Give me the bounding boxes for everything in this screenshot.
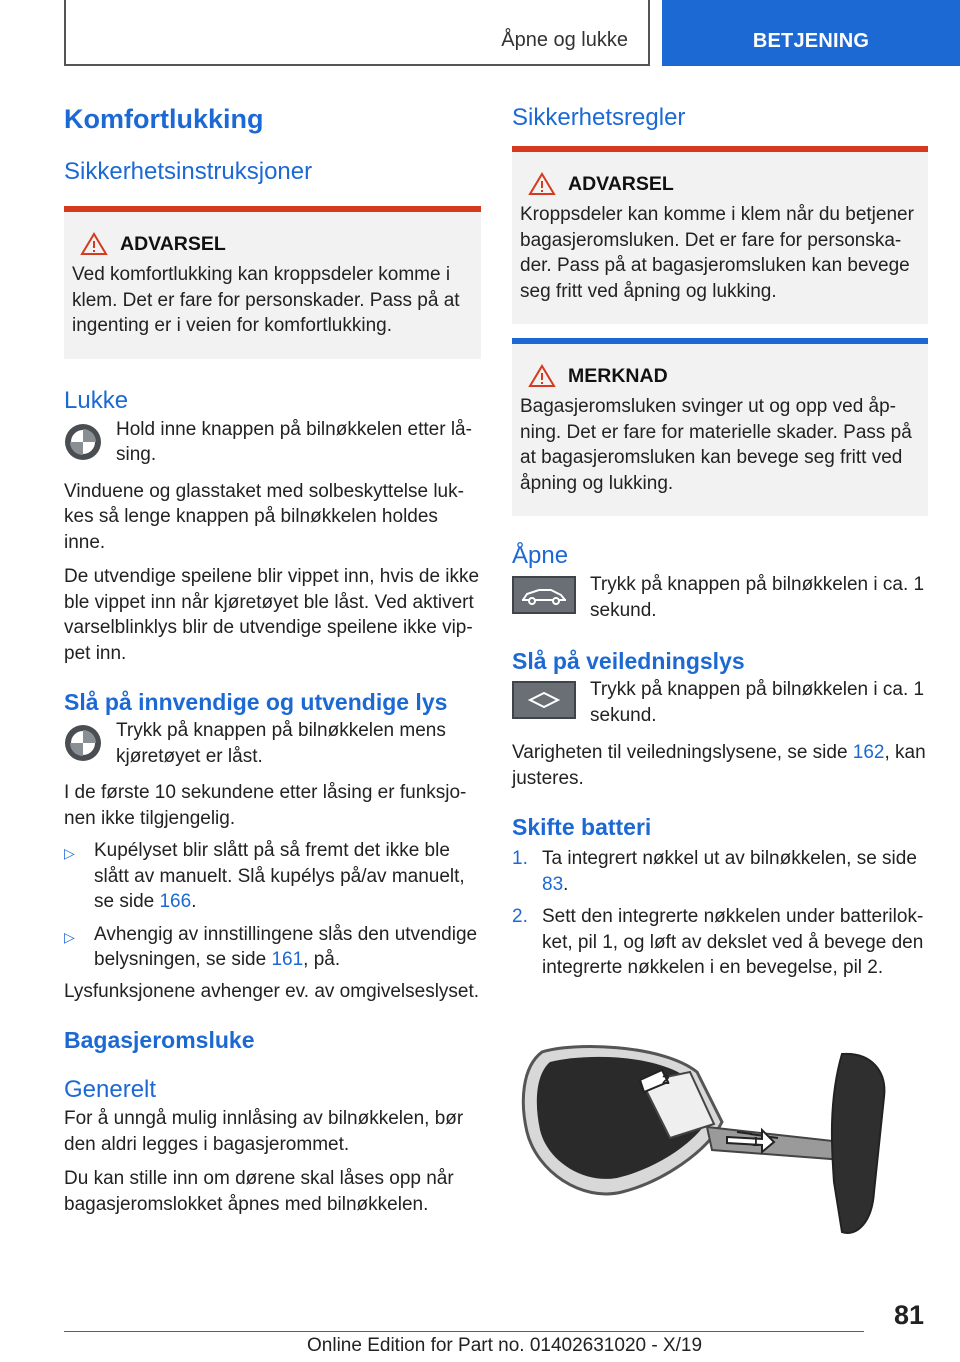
paragraph-mirrors: De utvendige speilene blir vippet inn, hvis de ikke ble vippet inn når kjøretøyet ble låst. Ved aktivert varselblinklys blir de utvendige speilene ikke vip-pet inn. xyxy=(64,566,480,664)
heading-change-battery: Skifte batteri xyxy=(512,814,652,840)
header-chapter-tab[interactable]: BETJENING xyxy=(662,0,960,66)
note-label: MERKNAD xyxy=(568,364,668,387)
step-text: Sett den integrerte nøkkelen under batterilok-ket, pil 1, og løft av dekslet ved å bevege den integrerte nøkkelen i en bevegelse, pil 2. xyxy=(542,906,924,978)
step-number: 1. xyxy=(512,848,528,869)
footer-edition: Online Edition for Part no. 01402631020 - X/19 xyxy=(307,1335,703,1356)
page-link[interactable]: 83 xyxy=(542,873,564,895)
light-button-icon xyxy=(512,681,576,719)
heading-safety-rules: Sikkerhetsregler xyxy=(512,104,686,131)
heading-general: Generelt xyxy=(64,1076,157,1103)
list-item: 1. Ta integrert nøkkel ut av bilnøkkelen, se side 83. xyxy=(512,846,928,897)
paragraph-delay: I de første 10 sekundene etter låsing er funksjo-nen ikke tilgjengelig. xyxy=(64,782,467,829)
close-text: Hold inne knappen på bilnøkkelen etter lå-sing. xyxy=(116,418,472,465)
warning-label: ADVARSEL xyxy=(568,172,674,195)
heading-lights: Slå på innvendige og utvendige lys xyxy=(64,689,448,715)
list-item: ▷ Kupélyset blir slått på så fremt det ikke ble slått av manuelt. Slå kupélys på/av manuelt, se side 166. xyxy=(64,838,481,915)
bmw-key-icon xyxy=(64,724,102,762)
page-link[interactable]: 166 xyxy=(159,891,192,912)
list-item xyxy=(512,904,928,981)
guide-text: Trykk på knappen på bilnøkkelen i ca. 1 sekund. xyxy=(590,679,925,726)
car-key-illustration xyxy=(512,1042,928,1242)
warning-box xyxy=(512,146,928,324)
paragraph-windows: Vinduene og glasstaket med solbeskyttelse luk-kes så lenge knappen på bilnøkkelen holdes inne. xyxy=(64,480,464,553)
heading-open: Åpne xyxy=(512,542,569,569)
battery-steps-list xyxy=(512,846,928,981)
close-instruction xyxy=(64,417,481,468)
guide-instruction xyxy=(512,677,928,728)
warning-title xyxy=(80,232,473,256)
page-link[interactable]: 162 xyxy=(852,742,885,763)
warning-text: Ved komfortlukking kan kroppsdeler komme i klem. Det er fare for personskader. Pass på at ingenting er i veien for komfortlukking. xyxy=(72,264,460,336)
heading-close: Lukke xyxy=(64,386,129,414)
paragraph-guide-duration: Varigheten til veiledningslysene, se side 162, kan justeres. xyxy=(512,742,926,789)
note-text: Bagasjeromsluken svinger ut og opp ved åp-ning. Det er fare for materielle skader. Pass på at bagasjeromsluken kan bevege seg fritt ved åpning og lukking. xyxy=(520,396,912,494)
paragraph-light-functions: Lysfunksjonene avhenger ev. av omgivelseslyset. xyxy=(64,980,480,1002)
open-instruction xyxy=(512,572,928,623)
heading-guide-lights: Slå på veiledningslys xyxy=(512,648,745,674)
warning-text: Kroppsdeler kan komme i klem når du betjener bagasjeromsluken. Det er fare for personska-der. Pass på at bagasjeromsluken kan bevege seg fritt ved åpning og lukking. xyxy=(520,204,914,302)
arrow-label-1: 1 xyxy=(752,1134,760,1149)
warning-box xyxy=(64,206,481,359)
warning-title xyxy=(528,172,920,196)
footer-divider xyxy=(64,1331,864,1332)
page-link[interactable]: 161 xyxy=(271,949,304,970)
header-section-box xyxy=(64,0,650,66)
right-column xyxy=(512,100,928,981)
paragraph-unlock-setting: Du kan stille inn om dørene skal låses opp når bagasjeromslokket åpnes med bilnøkkelen. xyxy=(64,1168,454,1215)
paragraph-lockin: For å unngå mulig innlåsing av bilnøkkelen, bør den aldri legges i bagasjerommet. xyxy=(64,1108,464,1155)
bmw-key-icon xyxy=(64,423,102,461)
lights-text: Trykk på knappen på bilnøkkelen mens kjøretøyet er låst. xyxy=(116,720,446,767)
warning-triangle-icon xyxy=(528,172,556,196)
open-text: Trykk på knappen på bilnøkkelen i ca. 1 sekund. xyxy=(590,574,925,621)
bullet-arrow-icon: ▷ xyxy=(64,928,75,945)
warning-triangle-icon xyxy=(528,364,556,388)
warning-label: ADVARSEL xyxy=(120,232,226,255)
heading-comfort-closing: Komfortlukking xyxy=(64,104,264,134)
bullet-arrow-icon: ▷ xyxy=(64,845,75,861)
list-item: ▷ Avhengig av innstillingene slås den utvendige belysningen, se side 161, på. xyxy=(64,922,481,973)
header-section-title: Åpne og lukke xyxy=(501,29,628,51)
page-number: 81 xyxy=(893,1300,924,1330)
note-box xyxy=(512,338,928,516)
left-column xyxy=(64,100,481,1217)
lights-bullet-list xyxy=(64,838,481,973)
lights-instruction xyxy=(64,718,481,769)
note-title xyxy=(528,364,920,388)
heading-trunk-lid: Bagasjeromsluke xyxy=(64,1027,255,1053)
trunk-button-icon xyxy=(512,576,576,614)
arrow-label-2: 2 xyxy=(662,1071,670,1087)
warning-triangle-icon xyxy=(80,232,108,256)
step-number: 2. xyxy=(512,906,528,927)
heading-safety-instructions: Sikkerhetsinstruksjoner xyxy=(64,158,313,185)
